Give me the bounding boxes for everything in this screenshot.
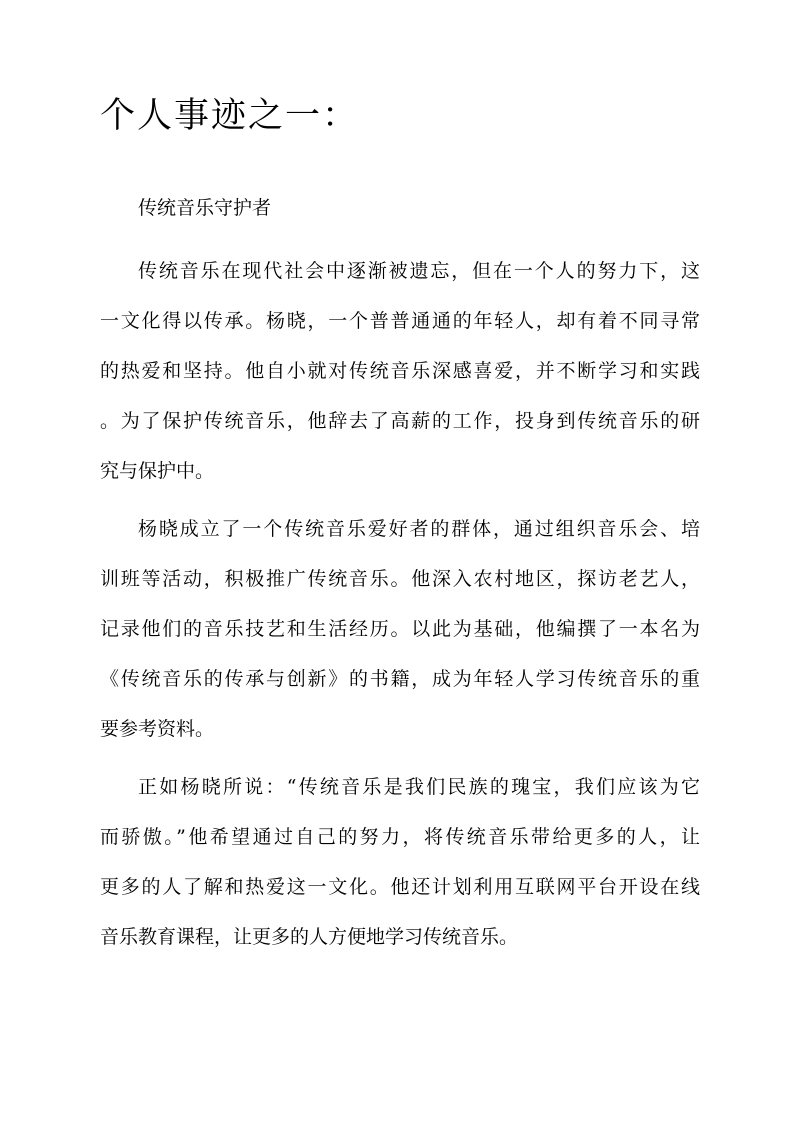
paragraph-1 [100, 246, 700, 496]
paragraph-line: 而骄傲。”他希望通过自己的努力，将传统音乐带给更多的人，让 [100, 826, 700, 848]
paragraph-line: 究与保护中。 [100, 460, 215, 482]
paragraph-line: 更多的人了解和热爱这一文化。他还计划利用互联网平台开设在线 [100, 876, 700, 898]
paragraph-line: 《传统音乐的传承与创新》的书籍，成为年轻人学习传统音乐的重 [100, 668, 700, 690]
paragraph-line: 一文化得以传承。杨晓，一个普普通通的年轻人，却有着不同寻常 [100, 310, 700, 332]
paragraph-line: 杨晓成立了一个传统音乐爱好者的群体，通过组织音乐会、培 [138, 518, 700, 540]
paragraph-line: 传统音乐在现代社会中逐渐被遗忘，但在一个人的努力下，这 [138, 260, 700, 282]
paragraph-line: 训班等活动，积极推广传统音乐。他深入农村地区，探访老艺人， [100, 568, 700, 590]
paragraph-3 [100, 762, 700, 962]
paragraph-line: 的热爱和坚持。他自小就对传统音乐深感喜爱，并不断学习和实践 [100, 360, 700, 382]
document-subtitle: 传统音乐守护者 [138, 197, 272, 219]
page-title: 个人事迹之一： [100, 96, 360, 136]
paragraph-2 [100, 504, 700, 754]
paragraph-line: 正如杨晓所说：“传统音乐是我们民族的瑰宝，我们应该为它 [138, 776, 700, 798]
paragraph-line: 音乐教育课程，让更多的人方便地学习传统音乐。 [100, 926, 519, 948]
paragraph-line: 记录他们的音乐技艺和生活经历。以此为基础，他编撰了一本名为 [100, 618, 700, 640]
paragraph-line: 要参考资料。 [100, 718, 215, 740]
paragraph-line: 。为了保护传统音乐，他辞去了高薪的工作，投身到传统音乐的研 [100, 410, 700, 432]
